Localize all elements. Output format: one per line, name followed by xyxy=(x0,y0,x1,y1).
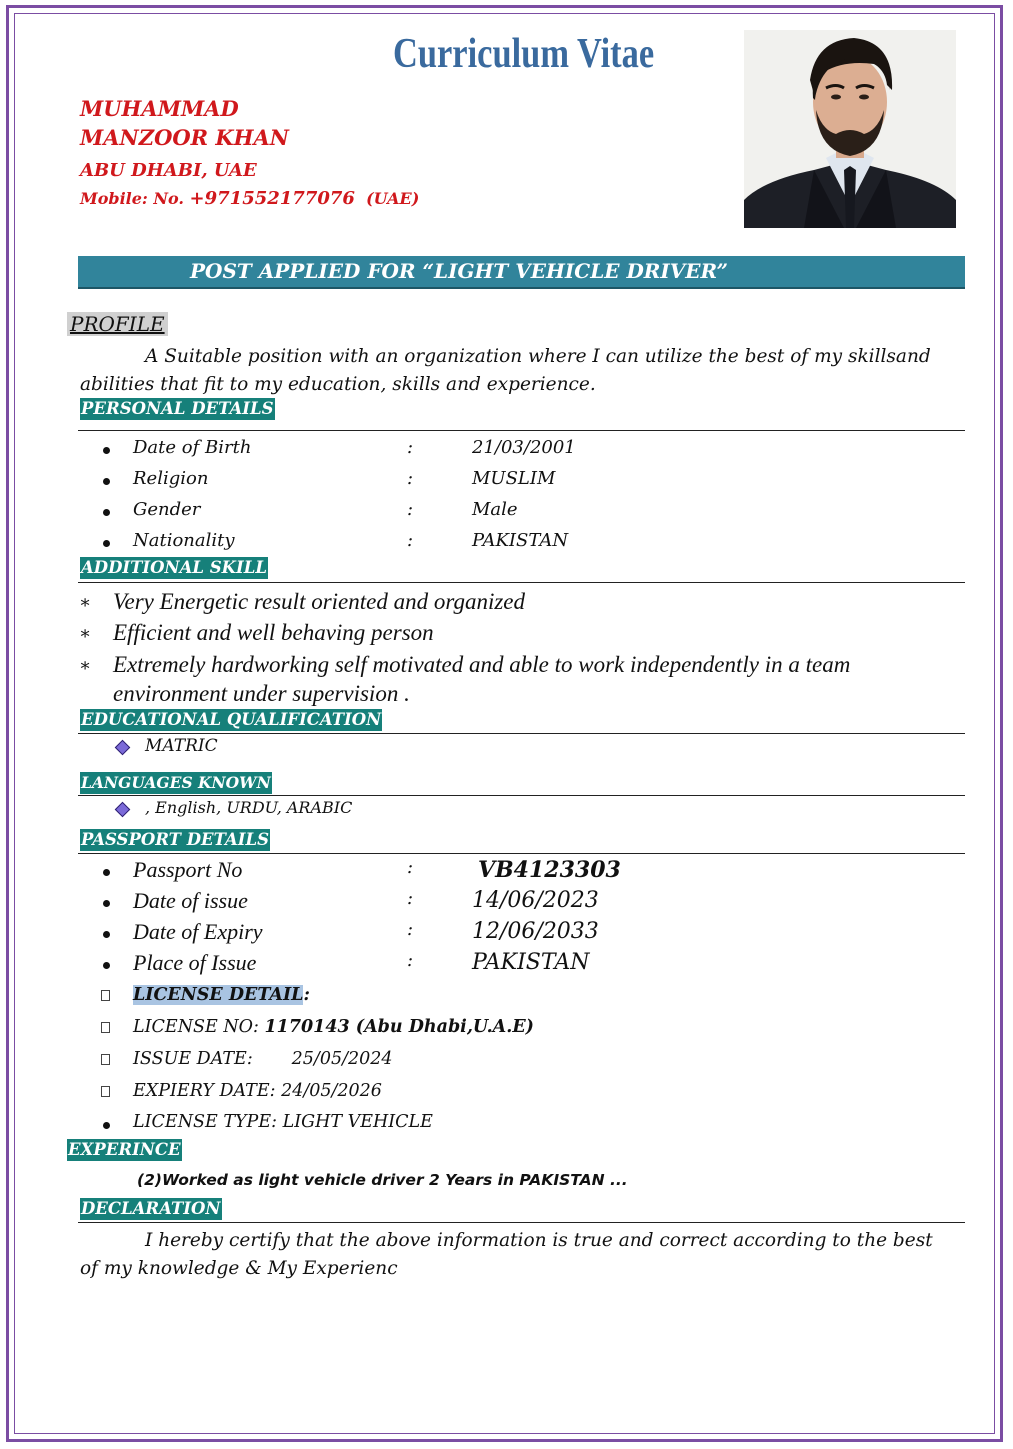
license-no-value: 1170143 (Abu Dhabi,U.A.E) xyxy=(264,1017,534,1037)
bullet xyxy=(103,869,110,876)
section-rule xyxy=(78,733,965,734)
mobile xyxy=(80,188,419,209)
detail-label: Date of Expiry xyxy=(133,919,263,944)
section-rule xyxy=(78,795,965,796)
detail-label: Date of issue xyxy=(133,888,248,913)
profile-text: A Suitable position with an organization where I can utilize the best of my skillsand abilities that fit to my education, skills and experience. xyxy=(80,346,931,395)
star-bullet: ∗ xyxy=(79,655,92,676)
list-item: environment under supervision . xyxy=(113,681,410,706)
passport-heading: PASSPORT DETAILS xyxy=(81,830,270,849)
colon: : xyxy=(407,950,414,971)
bullet xyxy=(103,478,110,485)
section-rule xyxy=(78,430,965,431)
license-number xyxy=(133,1017,534,1037)
detail-label: Nationality xyxy=(133,530,235,551)
post-applied-text: POST APPLIED FOR “LIGHT VEHICLE DRIVER” xyxy=(190,259,728,283)
detail-value: Male xyxy=(472,499,518,520)
languages-item: , English, URDU, ARABIC xyxy=(145,798,353,817)
mobile-number: +971552177076 xyxy=(189,188,355,209)
detail-value: 21/03/2001 xyxy=(472,437,576,458)
post-applied-banner xyxy=(78,256,965,289)
section-rule xyxy=(78,1222,965,1223)
license-heading xyxy=(133,985,310,1005)
personal-details-heading: PERSONAL DETAILS xyxy=(81,399,274,418)
license-heading-text: LICENSE DETAIL xyxy=(133,985,304,1005)
detail-value: 12/06/2033 xyxy=(472,919,599,944)
portrait-illustration xyxy=(744,30,956,228)
experience-heading: EXPERINCE xyxy=(68,1140,181,1159)
languages-heading: LANGUAGES KNOWN xyxy=(81,773,271,792)
bullet xyxy=(103,540,110,547)
license-heading-colon: : xyxy=(303,985,310,1005)
bullet xyxy=(103,447,110,454)
detail-value: 14/06/2023 xyxy=(472,888,599,913)
address: ABU DHABI, UAE xyxy=(80,160,257,181)
name-line-1: MUHAMMAD xyxy=(80,96,239,121)
license-type: LICENSE TYPE: LIGHT VEHICLE xyxy=(133,1112,433,1132)
star-bullet: ∗ xyxy=(79,623,92,644)
list-item: Very Energetic result oriented and organized xyxy=(113,589,526,614)
bullet xyxy=(103,962,110,969)
license-no-label: LICENSE NO: xyxy=(133,1017,265,1037)
section-rule xyxy=(78,853,965,854)
star-bullet: ∗ xyxy=(79,592,92,613)
detail-value: PAKISTAN xyxy=(472,950,590,975)
list-item: Extremely hardworking self motivated and able to work independently in a team xyxy=(113,652,851,677)
box-bullet-icon xyxy=(101,990,110,1001)
education-item: MATRIC xyxy=(145,736,218,756)
detail-label: Place of Issue xyxy=(133,950,257,975)
profile-heading: PROFILE xyxy=(67,312,168,336)
detail-label: Religion xyxy=(133,468,209,489)
cv-title: Curriculum Vitae xyxy=(393,31,655,77)
section-rule xyxy=(78,582,965,583)
detail-label: Date of Birth xyxy=(133,437,252,458)
box-bullet-icon xyxy=(101,1054,110,1065)
license-issue-date: ISSUE DATE: 25/05/2024 xyxy=(133,1049,393,1069)
bullet xyxy=(103,900,110,907)
list-item: Efficient and well behaving person xyxy=(113,620,434,645)
mobile-suffix: (UAE) xyxy=(354,189,420,208)
detail-label: Gender xyxy=(133,499,201,520)
colon: : xyxy=(407,857,414,878)
bullet xyxy=(103,931,110,938)
colon: : xyxy=(407,888,414,909)
applicant-photo xyxy=(744,30,956,228)
box-bullet-icon xyxy=(101,1086,110,1097)
passport-number: VB4123303 xyxy=(478,857,621,883)
experience-text: (2)Worked as light vehicle driver 2 Years in PAKISTAN ... xyxy=(137,1171,628,1189)
box-bullet-icon xyxy=(101,1022,110,1033)
detail-value: MUSLIM xyxy=(472,468,556,489)
declaration-text: I hereby certify that the above information is true and correct according to the best of my knowledge & My Experienc xyxy=(80,1230,933,1279)
detail-label: Passport No xyxy=(133,857,243,882)
detail-value: PAKISTAN xyxy=(472,530,569,551)
applicant-name xyxy=(80,94,289,152)
bullet xyxy=(103,509,110,516)
bullet xyxy=(103,1122,110,1129)
license-expiry-date: EXPIERY DATE: 24/05/2026 xyxy=(133,1081,382,1101)
colon: : xyxy=(407,468,414,489)
colon: : xyxy=(407,437,414,458)
declaration-heading: DECLARATION xyxy=(81,1199,221,1218)
additional-skill-heading: ADDITIONAL SKILL xyxy=(81,558,267,577)
colon: : xyxy=(407,499,414,520)
name-line-2: MANZOOR KHAN xyxy=(80,125,289,150)
education-heading: EDUCATIONAL QUALIFICATION xyxy=(81,710,382,729)
colon: : xyxy=(407,530,414,551)
colon: : xyxy=(407,919,414,940)
mobile-label: Mobile: No. xyxy=(80,189,190,208)
